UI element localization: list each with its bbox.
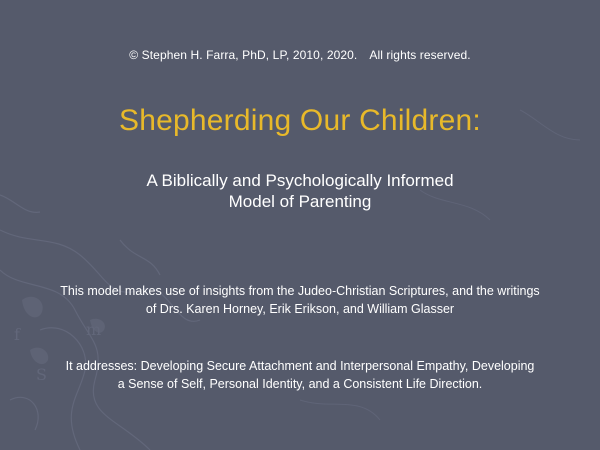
description-line: of Drs. Karen Horney, Erik Erikson, and William Glasser	[145, 302, 455, 316]
svg-text:S: S	[36, 365, 47, 384]
slide-subtitle	[0, 170, 600, 212]
subtitle-line: Model of Parenting	[228, 192, 372, 211]
rights-text: All rights reserved.	[369, 48, 471, 62]
model-description	[0, 282, 600, 318]
svg-text:m: m	[86, 320, 102, 339]
copyright-text: © Stephen H. Farra, PhD, LP, 2010, 2020.	[129, 48, 358, 62]
scope-line: It addresses: Developing Secure Attachment and Interpersonal Empathy, Developing	[65, 359, 535, 373]
svg-text:f: f	[14, 325, 20, 344]
scope-line: a Sense of Self, Personal Identity, and a Consistent Life Direction.	[117, 377, 483, 391]
description-line: This model makes use of insights from the Judeo-Christian Scriptures, and the writings	[60, 284, 540, 298]
slide-title: Shepherding Our Children:	[119, 104, 481, 137]
copyright-line	[0, 48, 600, 62]
subtitle-line: A Biblically and Psychologically Informed	[146, 171, 454, 190]
model-scope	[0, 357, 600, 393]
